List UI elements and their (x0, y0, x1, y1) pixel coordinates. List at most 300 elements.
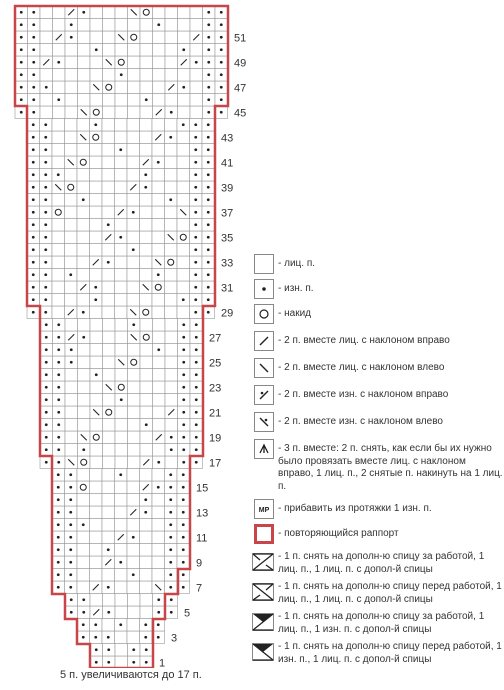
chart-cell (40, 69, 53, 82)
purl-dot (157, 161, 160, 164)
purl-dot (107, 636, 110, 639)
row-number: 27 (209, 332, 222, 345)
chart-cell (90, 531, 103, 544)
chart-cell (140, 69, 153, 82)
chart-cell (90, 544, 103, 557)
chart-cell (40, 44, 53, 57)
purl-dot (170, 448, 173, 451)
purl-dot (57, 448, 60, 451)
chart-cell (115, 369, 128, 382)
chart-cell (115, 6, 128, 19)
chart-cell (115, 281, 128, 294)
chart-cell (140, 56, 153, 69)
chart-cell (128, 356, 141, 369)
purl-dot (145, 423, 148, 426)
chart-cell (152, 469, 165, 482)
chart-cell (165, 369, 178, 382)
chart-cell (165, 144, 178, 157)
chart-cell (52, 131, 65, 144)
purl-dot (169, 536, 172, 539)
yarn-over-icon (254, 304, 274, 324)
chart-cell (102, 144, 115, 157)
chart-cell (77, 269, 90, 282)
chart-cell (127, 231, 140, 244)
chart-cell (128, 606, 141, 619)
purl-dot (195, 423, 198, 426)
purl-dot (220, 61, 223, 64)
chart-cell (153, 31, 166, 44)
purl-dot (45, 373, 48, 376)
purl-dot (57, 361, 60, 364)
chart-cell (115, 181, 128, 194)
chart-cell (102, 269, 115, 282)
chart-cell (90, 469, 103, 482)
chart-cell (165, 94, 178, 107)
chart-cell (53, 81, 66, 94)
chart-cell (127, 581, 140, 594)
chart-cell (177, 256, 190, 269)
chart-cell (177, 194, 190, 207)
chart-cell (128, 94, 141, 107)
chart-cell (53, 106, 66, 119)
chart-cell (90, 569, 103, 582)
purl-dot (70, 611, 73, 614)
purl-dot (45, 423, 48, 426)
purl-dot (194, 211, 197, 214)
chart-cell (77, 481, 90, 494)
chart-cell (115, 294, 128, 307)
purl-dot (82, 311, 85, 314)
chart-cell (78, 44, 91, 57)
row-number: 49 (234, 57, 247, 70)
chart-cell (140, 444, 153, 457)
chart-cell (52, 194, 65, 207)
chart-cell (115, 244, 128, 257)
chart-cell (127, 294, 140, 307)
chart-cell (102, 519, 115, 532)
chart-cell (90, 169, 103, 182)
chart-cell (165, 181, 178, 194)
purl-dot (119, 561, 122, 564)
chart-cell (190, 69, 203, 82)
chart-cell (102, 119, 115, 132)
chart-cell (103, 106, 116, 119)
chart-cell (153, 381, 166, 394)
purl-dot (45, 448, 48, 451)
purl-dot (182, 323, 185, 326)
chart-cell (140, 469, 153, 482)
purl-dot (157, 486, 160, 489)
p2tog-right-icon (254, 385, 274, 405)
purl-dot (220, 23, 223, 26)
chart-cell (77, 206, 90, 219)
purl-dot (169, 136, 172, 139)
chart-cell (52, 269, 65, 282)
chart-cell (115, 344, 128, 357)
chart-cell (152, 181, 165, 194)
chart-cell (128, 106, 141, 119)
purl-dot (32, 261, 35, 264)
purl-dot (32, 311, 35, 314)
purl-dot (57, 373, 60, 376)
chart-cell (90, 56, 103, 69)
chart-cell (140, 406, 153, 419)
purl-dot (32, 148, 35, 151)
chart-cell (103, 69, 116, 82)
chart-cell (127, 631, 140, 644)
chart-cell (77, 181, 90, 194)
row-number: 21 (209, 407, 222, 420)
purl-dot (94, 123, 97, 126)
chart-cell (128, 419, 141, 432)
purl-dot (69, 573, 72, 576)
purl-dot (182, 48, 185, 51)
purl-dot (57, 173, 60, 176)
chart-cell (103, 344, 116, 357)
chart-cell (165, 119, 178, 132)
chart-cell (90, 231, 103, 244)
chart-cell (165, 6, 178, 19)
purl-dot (44, 211, 47, 214)
purl-dot (44, 236, 47, 239)
chart-cell (140, 106, 153, 119)
chart-cell (103, 94, 116, 107)
purl-dot (207, 73, 210, 76)
chart-cell (78, 94, 91, 107)
purl-dot (220, 36, 223, 39)
chart-cell (127, 494, 140, 507)
purl-dot (57, 523, 60, 526)
purl-dot (57, 61, 60, 64)
purl-dot (107, 261, 110, 264)
chart-cell (115, 594, 128, 607)
purl-dot (182, 511, 185, 514)
chart-cell (115, 269, 128, 282)
purl-dot (182, 411, 185, 414)
purl-dot (32, 136, 35, 139)
chart-cell (165, 381, 178, 394)
purl-dot (82, 11, 85, 14)
chart-cell (90, 106, 103, 119)
chart-cell (140, 581, 153, 594)
chart-cell (115, 456, 128, 469)
chart-cell (140, 194, 153, 207)
chart-cell (115, 94, 128, 107)
chart-cell (40, 19, 53, 32)
chart-cell (90, 556, 103, 569)
k2tog-right-icon (254, 331, 274, 351)
purl-dot (194, 148, 197, 151)
chart-cell (102, 469, 115, 482)
chart-cell (78, 69, 91, 82)
purl-dot (57, 436, 60, 439)
purl-dot (157, 273, 160, 276)
chart-cell (78, 381, 91, 394)
chart-cell (77, 119, 90, 132)
chart-cell (90, 219, 103, 232)
chart-cell (128, 69, 141, 82)
chart-cell (90, 206, 103, 219)
chart-cell (140, 256, 153, 269)
p2tog-left-icon (254, 412, 274, 432)
row-number: 15 (196, 482, 209, 495)
chart-cell (115, 106, 128, 119)
row-number: 41 (221, 157, 234, 170)
chart-cell (90, 31, 103, 44)
chart-cell (90, 431, 103, 444)
purl-dot (44, 311, 47, 314)
chart-cell (190, 106, 203, 119)
cable-back-purl-icon (252, 613, 274, 631)
purl-dot (195, 398, 198, 401)
purl-dot (32, 73, 35, 76)
purl-dot (207, 273, 210, 276)
chart-cell (165, 306, 178, 319)
purl-dot (119, 473, 122, 476)
purl-dot (132, 661, 135, 664)
purl-dot (157, 23, 160, 26)
row-number: 45 (234, 107, 247, 120)
row-number: 5 (184, 607, 191, 620)
chart-cell (165, 206, 178, 219)
chart-cell (65, 319, 78, 332)
purl-dot (144, 511, 147, 514)
purl-dot (44, 248, 47, 251)
purl-dot (20, 73, 23, 76)
purl-dot (207, 23, 210, 26)
chart-cell (127, 544, 140, 557)
chart-cell (128, 431, 141, 444)
chart-cell (115, 56, 128, 69)
purl-dot (32, 198, 35, 201)
chart-cell (65, 69, 78, 82)
purl-dot (95, 48, 98, 51)
purl-dot (194, 273, 197, 276)
chart-cell (65, 244, 78, 257)
purl-dot (20, 111, 23, 114)
chart-cell (115, 81, 128, 94)
chart-cell (115, 331, 128, 344)
chart-cell (152, 519, 165, 532)
chart-cell (153, 331, 166, 344)
chart-cell (77, 531, 90, 544)
chart-cell (78, 31, 91, 44)
purl-dot (70, 598, 73, 601)
chart-cell (90, 94, 103, 107)
purl-dot (70, 348, 73, 351)
chart-cell (77, 144, 90, 157)
purl-dot (70, 361, 73, 364)
chart-cell (115, 194, 128, 207)
chart-cell (52, 256, 65, 269)
chart-cell (78, 56, 91, 69)
purl-dot (32, 23, 35, 26)
purl-dot (207, 186, 210, 189)
chart-cell (102, 194, 115, 207)
knit-square-icon (254, 254, 274, 274)
purl-dot (32, 161, 35, 164)
chart-cell (115, 406, 128, 419)
purl-dot (145, 648, 148, 651)
chart-cell (77, 581, 90, 594)
chart-cell (103, 44, 116, 57)
purl-dot (32, 248, 35, 251)
purl-dot (45, 461, 48, 464)
chart-cell (140, 569, 153, 582)
purl-dot (57, 511, 60, 514)
chart-cell (165, 394, 178, 407)
purl-dot (182, 548, 185, 551)
purl-dot (207, 211, 210, 214)
chart-cell (103, 456, 116, 469)
chart-cell (90, 319, 103, 332)
chart-cell (115, 494, 128, 507)
purl-dot (207, 236, 210, 239)
purl-dot (157, 348, 160, 351)
purl-dot (144, 186, 147, 189)
purl-dot (44, 123, 47, 126)
row-number: 31 (221, 282, 234, 295)
chart-cell (78, 419, 91, 432)
chart-cell (78, 356, 91, 369)
chart-cell (152, 306, 165, 319)
chart-cell (52, 281, 65, 294)
purl-dot (220, 11, 223, 14)
purl-dot (220, 111, 223, 114)
chart-cell (115, 306, 128, 319)
chart-cell (128, 344, 141, 357)
purl-dot (194, 161, 197, 164)
chart-cell (127, 556, 140, 569)
purl-dot (157, 598, 160, 601)
chart-cell (127, 144, 140, 157)
purl-dot (44, 273, 47, 276)
chart-cell (177, 219, 190, 232)
purl-dot (32, 286, 35, 289)
purl-dot (182, 361, 185, 364)
chart-cell (177, 269, 190, 282)
purl-dot (194, 223, 197, 226)
purl-dot (169, 548, 172, 551)
purl-dot (82, 623, 85, 626)
chart-cell (165, 356, 178, 369)
purl-dot (57, 398, 60, 401)
chart-cell (102, 131, 115, 144)
purl-dot (169, 523, 172, 526)
purl-dot (32, 123, 35, 126)
chart-cell (152, 144, 165, 157)
purl-dot (207, 61, 210, 64)
chart-cell (40, 6, 53, 19)
chart-cell (165, 456, 178, 469)
purl-dot (195, 336, 198, 339)
purl-dot (45, 386, 48, 389)
purl-dot (82, 611, 85, 614)
chart-cell (115, 519, 128, 532)
chart-cell (115, 644, 128, 657)
chart-cell (90, 356, 103, 369)
purl-dot (120, 73, 123, 76)
chart-cell (127, 156, 140, 169)
purl-dot (69, 486, 72, 489)
chart-cell (40, 94, 53, 107)
chart-cell (152, 206, 165, 219)
purl-dot (195, 361, 198, 364)
chart-cell (190, 6, 203, 19)
chart-cell (103, 356, 116, 369)
chart-cell (177, 281, 190, 294)
purl-dot (44, 223, 47, 226)
chart-cell (115, 131, 128, 144)
purl-dot (194, 236, 197, 239)
chart-cell (102, 294, 115, 307)
purl-dot (169, 586, 172, 589)
purl-dot (194, 198, 197, 201)
chart-cell (178, 69, 191, 82)
chart-cell (152, 281, 165, 294)
row-number: 37 (221, 207, 234, 220)
chart-cell (165, 244, 178, 257)
purl-dot (207, 148, 210, 151)
purl-dot (94, 286, 97, 289)
purl-dot (20, 11, 23, 14)
row-number: 47 (234, 82, 247, 95)
purl-dot (182, 536, 185, 539)
purl-dot (182, 86, 185, 89)
chart-cell (65, 256, 78, 269)
chart-cell (78, 81, 91, 94)
chart-cell (128, 381, 141, 394)
chart-cell (140, 306, 153, 319)
purl-dot (195, 448, 198, 451)
chart-cell (102, 181, 115, 194)
chart-footer: 5 п. увеличиваются до 17 п. (60, 669, 202, 681)
chart-cell (102, 494, 115, 507)
purl-dot (194, 311, 197, 314)
chart-cell (153, 394, 166, 407)
purl-dot (57, 423, 60, 426)
purl-dot (144, 636, 147, 639)
purl-dot (57, 336, 60, 339)
purl-dot (107, 586, 110, 589)
purl-dot (69, 473, 72, 476)
chart-cell (140, 19, 153, 32)
chart-cell (65, 169, 78, 182)
chart-cell (153, 94, 166, 107)
purl-dot (69, 536, 72, 539)
chart-cell (90, 181, 103, 194)
chart-cell (178, 19, 191, 32)
purl-dot (182, 523, 185, 526)
purl-dot (57, 561, 60, 564)
chart-cell (90, 419, 103, 432)
purl-dot (45, 411, 48, 414)
chart-cell (115, 431, 128, 444)
chart-cell (65, 219, 78, 232)
chart-cell (127, 519, 140, 532)
chart-cell (103, 81, 116, 94)
purl-dot (57, 548, 60, 551)
purl-dot (169, 498, 172, 501)
row-number: 33 (221, 257, 234, 270)
purl-dot (195, 436, 198, 439)
chart-cell (140, 219, 153, 232)
purl-dot (120, 398, 123, 401)
chart-cell (140, 81, 153, 94)
chart-cell (152, 119, 165, 132)
purl-dot (182, 336, 185, 339)
chart-cell (102, 619, 115, 632)
